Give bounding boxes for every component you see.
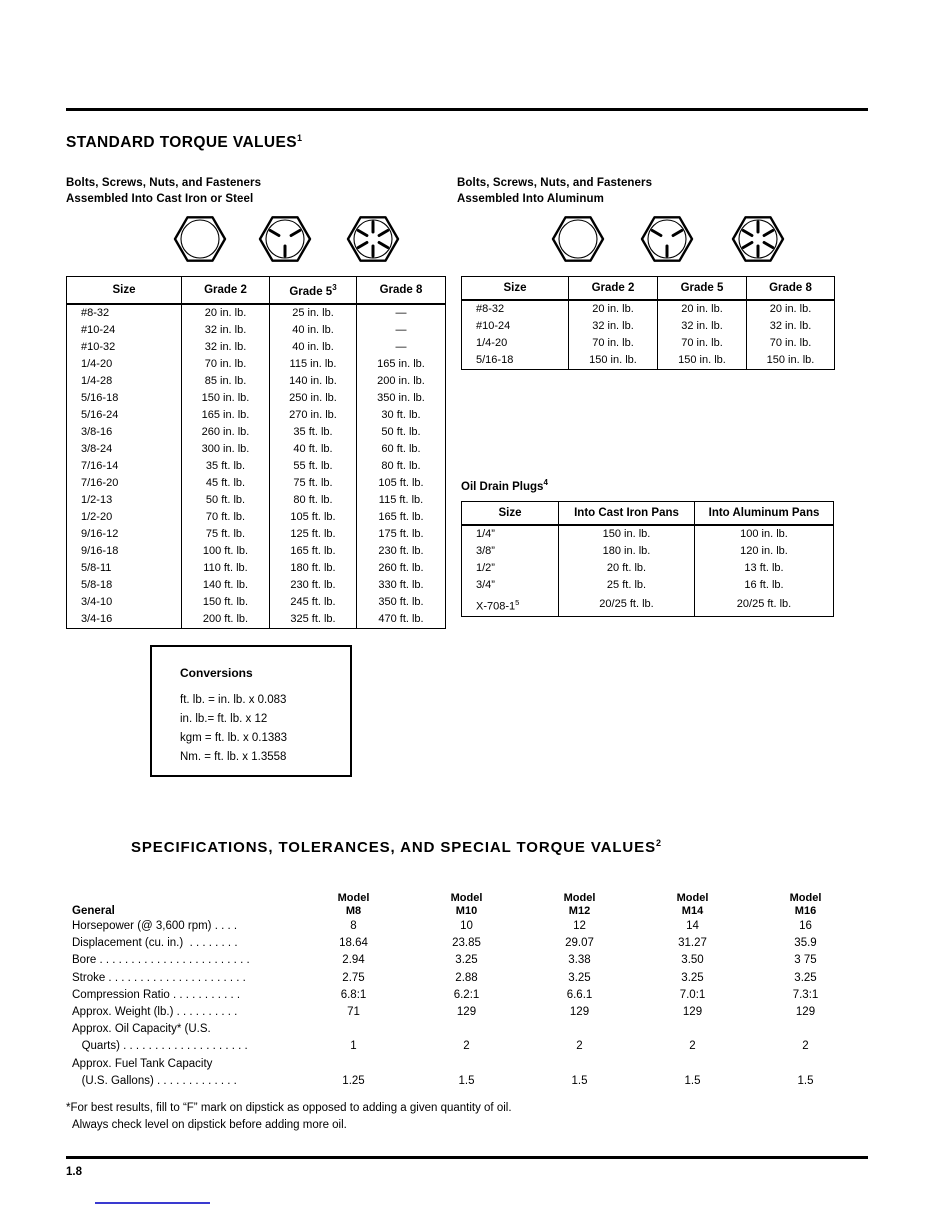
specs-cell-value: 6.8:1 [340, 988, 367, 1001]
cell-value: — [357, 304, 446, 322]
specs-header-row [72, 880, 862, 918]
specs-model-name: M10 [455, 905, 478, 917]
page-title-text: STANDARD TORQUE VALUES [66, 134, 297, 152]
cell-size: 1/4-20 [67, 356, 182, 373]
specs-cell-value [297, 1056, 410, 1073]
conversions-list [180, 691, 287, 767]
specs-model-column-M10 [410, 880, 523, 918]
cell-value: 250 in. lb. [270, 390, 357, 407]
table-row [67, 441, 446, 458]
cell-value: 25 in. lb. [270, 304, 357, 322]
cast-iron-bolt-head-icons [170, 209, 420, 271]
table-row [67, 304, 446, 322]
specs-cell-value: 1.25 [342, 1074, 365, 1087]
specs-row [72, 970, 862, 987]
specs-row [72, 1056, 862, 1073]
cell-size: 5/16-18 [462, 352, 569, 370]
cell-value: 55 ft. lb. [270, 458, 357, 475]
column-header-4: Grade 8 [357, 277, 446, 304]
conversion-line: in. lb.= ft. lb. x 12 [180, 713, 268, 725]
specs-row-label: Approx. Weight (lb.) . . . . . . . . . . [72, 1006, 238, 1019]
cell-value: 50 ft. lb. [182, 492, 270, 509]
specs-row [72, 1038, 862, 1055]
specs-cell-value: 3.38 [568, 954, 591, 967]
blue-underline-mark [95, 1202, 210, 1204]
table-row [462, 352, 835, 370]
specs-cell-value [636, 1056, 749, 1073]
table-row [462, 594, 834, 616]
cell-value: 32 in. lb. [182, 339, 270, 356]
cell-value: 20 ft. lb. [559, 560, 695, 577]
cell-value: — [357, 322, 446, 339]
specs-model-column-M12 [523, 880, 636, 918]
specs-model-name: M16 [794, 905, 817, 917]
table-row [67, 594, 446, 611]
specs-model-column-M8 [297, 880, 410, 918]
specs-cell-value: 35.9 [794, 937, 817, 950]
cell-size: #8-32 [67, 304, 182, 322]
cell-size: 1/4” [462, 525, 559, 543]
specs-cell-value: 3.50 [681, 954, 704, 967]
cell-size: 1/2-20 [67, 509, 182, 526]
cell-value: 32 in. lb. [747, 318, 835, 335]
cell-value: 245 ft. lb. [270, 594, 357, 611]
cell-value: 60 ft. lb. [357, 441, 446, 458]
cell-value: 150 in. lb. [569, 352, 658, 370]
specs-cell-value [523, 1056, 636, 1073]
cell-value: 45 ft. lb. [182, 475, 270, 492]
aluminum-bolt-head-icons [548, 209, 804, 271]
cell-value: 150 ft. lb. [182, 594, 270, 611]
cell-value: 105 ft. lb. [357, 475, 446, 492]
cell-value: 20/25 ft. lb. [695, 594, 834, 616]
specs-cell-value: 1 [350, 1040, 357, 1053]
page-title-footnote-marker: 1 [296, 133, 303, 143]
cell-value: 260 in. lb. [182, 424, 270, 441]
specs-cell-value: 129 [456, 1006, 477, 1019]
cell-size: 3/4-10 [67, 594, 182, 611]
conversion-line: ft. lb. = in. lb. x 0.083 [180, 694, 287, 706]
specifications-footnote [66, 1100, 512, 1134]
cell-value: 20/25 ft. lb. [559, 594, 695, 616]
cell-size: 9/16-18 [67, 543, 182, 560]
cell-value: 75 ft. lb. [270, 475, 357, 492]
specs-cell-value [297, 1021, 410, 1038]
cell-value: 32 in. lb. [569, 318, 658, 335]
cast-iron-torque-table [66, 276, 446, 629]
specs-row-label: Displacement (cu. in.) . . . . . . . . [72, 937, 238, 950]
cell-value: 70 ft. lb. [182, 509, 270, 526]
column-header-1: Size [67, 277, 182, 304]
bolt-head-grade-5-icon [637, 209, 697, 269]
cell-value: 120 in. lb. [695, 543, 834, 560]
specs-model-name: M14 [681, 905, 704, 917]
specs-model-name: M8 [345, 905, 362, 917]
specs-model-word: Model [563, 892, 596, 904]
specs-row-label: (U.S. Gallons) . . . . . . . . . . . . . [72, 1074, 237, 1087]
specs-cell-value [636, 1021, 749, 1038]
cell-value: 32 in. lb. [182, 322, 270, 339]
cell-value: 80 ft. lb. [357, 458, 446, 475]
column-header-3: Grade 5 [658, 277, 747, 301]
cell-value: 70 in. lb. [569, 335, 658, 352]
cell-value: 230 ft. lb. [357, 543, 446, 560]
cell-footnote-marker: 5 [515, 598, 520, 607]
table-row [462, 560, 834, 577]
cell-value: 16 ft. lb. [695, 577, 834, 594]
specifications-heading-footnote-marker: 2 [655, 838, 662, 848]
cell-size: 1/4-28 [67, 373, 182, 390]
cell-value: 40 in. lb. [270, 339, 357, 356]
specs-cell-value: 129 [569, 1006, 590, 1019]
cast-iron-group-title [66, 175, 261, 207]
cell-value: 470 ft. lb. [357, 611, 446, 629]
table-row [67, 611, 446, 629]
cell-value: 35 ft. lb. [270, 424, 357, 441]
specs-row-label: Stroke . . . . . . . . . . . . . . . . . . . . . . [72, 971, 246, 984]
table-header-row [67, 277, 446, 304]
specs-cell-value [523, 1021, 636, 1038]
table-row [67, 492, 446, 509]
cell-size: 3/4” [462, 577, 559, 594]
cell-value: 330 ft. lb. [357, 577, 446, 594]
cell-value: 150 in. lb. [182, 390, 270, 407]
specs-row [72, 952, 862, 969]
column-header-1: Size [462, 502, 559, 526]
cell-value: 150 in. lb. [559, 525, 695, 543]
cell-value: 40 ft. lb. [270, 441, 357, 458]
cell-value: 100 in. lb. [695, 525, 834, 543]
cell-size: 5/8-11 [67, 560, 182, 577]
footnote-line-2: Always check level on dipstick before adding more oil. [72, 1119, 347, 1131]
cell-size: $X-708-1^5$ [462, 594, 559, 616]
aluminum-torque-table [461, 276, 835, 370]
specs-cell-value: 1.5 [458, 1074, 475, 1087]
specs-cell-value: 7.0:1 [679, 988, 706, 1001]
specs-cell-value: 2 [463, 1040, 470, 1053]
cell-value: 350 in. lb. [357, 390, 446, 407]
page-title [66, 133, 302, 152]
cell-value: 70 in. lb. [182, 356, 270, 373]
specs-cell-value: 2 [689, 1040, 696, 1053]
specs-model-word: Model [789, 892, 822, 904]
cell-value: 300 in. lb. [182, 441, 270, 458]
specs-row-header-label: General [72, 905, 115, 917]
table-row [462, 318, 835, 335]
column-header-3: Into Aluminum Pans [695, 502, 834, 526]
cell-value: 175 ft. lb. [357, 526, 446, 543]
conversions-title: Conversions [180, 666, 253, 680]
cell-value: 325 ft. lb. [270, 611, 357, 629]
specs-cell-value: 2.75 [342, 971, 365, 984]
cell-value: 35 ft. lb. [182, 458, 270, 475]
table-row [67, 390, 446, 407]
specs-cell-value: 23.85 [452, 937, 481, 950]
column-header-2: Grade 2 [182, 277, 270, 304]
cell-value: 100 ft. lb. [182, 543, 270, 560]
table-row [67, 543, 446, 560]
table-row [67, 560, 446, 577]
cell-value: 20 in. lb. [658, 300, 747, 318]
column-header-3: Grade $5^3$ [270, 277, 357, 304]
cell-size: 5/16-18 [67, 390, 182, 407]
cell-size: 7/16-14 [67, 458, 182, 475]
cell-size: 3/4-16 [67, 611, 182, 629]
cell-value: 20 in. lb. [569, 300, 658, 318]
specs-row-label: Bore . . . . . . . . . . . . . . . . . . . . . . . . [72, 954, 250, 967]
cell-value: 350 ft. lb. [357, 594, 446, 611]
table-row [67, 407, 446, 424]
cell-size: 1/2” [462, 560, 559, 577]
cell-value: 80 ft. lb. [270, 492, 357, 509]
specs-cell-value: 1.5 [571, 1074, 588, 1087]
cell-value: 70 in. lb. [747, 335, 835, 352]
specs-cell-value: 3.25 [681, 971, 704, 984]
bolt-head-grade-2-icon [170, 209, 230, 269]
cell-value: 200 ft. lb. [182, 611, 270, 629]
specs-cell-value: 3 75 [794, 954, 817, 967]
cell-value: 150 in. lb. [658, 352, 747, 370]
bolt-head-grade-8-icon [343, 209, 403, 269]
specs-model-word: Model [450, 892, 483, 904]
cell-size: #10-24 [462, 318, 569, 335]
oil-drain-plugs-table [461, 501, 834, 617]
column-header-4: Grade 8 [747, 277, 835, 301]
specifications-heading [131, 838, 662, 856]
specs-cell-value: 10 [460, 920, 473, 932]
page-number: 1.8 [66, 1166, 82, 1178]
specs-cell-value: 1.5 [797, 1074, 814, 1087]
table-row [67, 509, 446, 526]
specs-cell-value: 3.25 [794, 971, 817, 984]
bolt-head-grade-5-icon [255, 209, 315, 269]
cell-value: 180 ft. lb. [270, 560, 357, 577]
specs-cell-value: 129 [795, 1006, 816, 1019]
table-header-row [462, 502, 834, 526]
specs-row [72, 1073, 862, 1090]
cell-value: 25 ft. lb. [559, 577, 695, 594]
cell-value: 75 ft. lb. [182, 526, 270, 543]
cell-size: 3/8-24 [67, 441, 182, 458]
table-row [462, 300, 835, 318]
cell-size: 3/8-16 [67, 424, 182, 441]
table-row [67, 356, 446, 373]
cast-iron-group-title-line2: Assembled Into Cast Iron or Steel [66, 193, 254, 205]
specs-cell-value: 16 [799, 920, 812, 932]
cell-value: 200 in. lb. [357, 373, 446, 390]
table-row [67, 424, 446, 441]
table-row [67, 458, 446, 475]
table-row [462, 525, 834, 543]
specs-cell-value: 71 [347, 1006, 360, 1019]
specs-cell-value [749, 1021, 862, 1038]
oil-drain-plugs-footnote-marker: 4 [543, 478, 548, 487]
cell-value: 20 in. lb. [182, 304, 270, 322]
cell-value: 105 ft. lb. [270, 509, 357, 526]
cell-size: 1/4-20 [462, 335, 569, 352]
cell-size: 5/8-18 [67, 577, 182, 594]
specs-cell-value: 1.5 [684, 1074, 701, 1087]
oil-drain-plugs-title [461, 478, 548, 493]
specs-row [72, 1004, 862, 1021]
specs-model-word: Model [337, 892, 370, 904]
specs-model-column-M14 [636, 880, 749, 918]
specs-cell-value [410, 1021, 523, 1038]
specs-row-label: Horsepower (@ 3,600 rpm) . . . . [72, 920, 238, 932]
cell-value: 270 in. lb. [270, 407, 357, 424]
cell-value: 165 ft. lb. [357, 509, 446, 526]
specifications-heading-text: SPECIFICATIONS, TOLERANCES, AND SPECIAL TORQUE VALUES [131, 839, 656, 856]
cell-value: — [357, 339, 446, 356]
aluminum-group-title-line1: Bolts, Screws, Nuts, and Fasteners [457, 177, 653, 189]
specs-model-column-M16 [749, 880, 862, 918]
specs-row-label: Quarts) . . . . . . . . . . . . . . . . . . . . [72, 1040, 248, 1053]
conversions-box [150, 645, 352, 777]
specs-cell-value: 2.94 [342, 954, 365, 967]
header-rule [66, 108, 868, 111]
specs-row [72, 987, 862, 1004]
specs-cell-value: 31.27 [678, 937, 707, 950]
cell-value: 85 in. lb. [182, 373, 270, 390]
specs-cell-value: 2 [802, 1040, 809, 1053]
specs-row [72, 1021, 862, 1038]
cell-value: 30 ft. lb. [357, 407, 446, 424]
specs-cell-value: 6.6.1 [566, 988, 593, 1001]
specs-row-label: Approx. Oil Capacity* (U.S. [72, 1023, 211, 1036]
cell-value: 110 ft. lb. [182, 560, 270, 577]
cell-size: #8-32 [462, 300, 569, 318]
table-header-row [462, 277, 835, 301]
specs-cell-value [410, 1056, 523, 1073]
table-row [462, 543, 834, 560]
specs-model-name: M12 [568, 905, 591, 917]
aluminum-group-title-line2: Assembled Into Aluminum [457, 193, 604, 205]
table-row [67, 339, 446, 356]
cell-value: 20 in. lb. [747, 300, 835, 318]
table-row [67, 322, 446, 339]
specs-cell-value: 18.64 [339, 937, 368, 950]
column-header-2: Into Cast Iron Pans [559, 502, 695, 526]
footer-rule [66, 1156, 868, 1159]
specs-cell-value: 3.25 [568, 971, 591, 984]
table-row [462, 335, 835, 352]
cell-value: 13 ft. lb. [695, 560, 834, 577]
cell-size: 3/8” [462, 543, 559, 560]
table-row [67, 526, 446, 543]
cell-size: #10-32 [67, 339, 182, 356]
column-header-1: Size [462, 277, 569, 301]
cell-value: 230 ft. lb. [270, 577, 357, 594]
specs-cell-value: 8 [350, 920, 357, 932]
oil-drain-plugs-title-text: Oil Drain Plugs [461, 480, 544, 493]
specs-row-label: Compression Ratio . . . . . . . . . . . [72, 988, 241, 1001]
cell-value: 70 in. lb. [658, 335, 747, 352]
column-header-footnote-marker: 3 [332, 283, 337, 292]
specs-row [72, 935, 862, 952]
cast-iron-group-title-line1: Bolts, Screws, Nuts, and Fasteners [66, 177, 262, 189]
specs-cell-value: 7.3:1 [792, 988, 819, 1001]
cell-value: 40 in. lb. [270, 322, 357, 339]
cell-value: 50 ft. lb. [357, 424, 446, 441]
cell-size: #10-24 [67, 322, 182, 339]
bolt-head-grade-8-icon [728, 209, 788, 269]
specifications-table [72, 880, 862, 1090]
cell-value: 165 in. lb. [357, 356, 446, 373]
bolt-head-grade-2-icon [548, 209, 608, 269]
table-row [67, 475, 446, 492]
cell-value: 180 in. lb. [559, 543, 695, 560]
specs-cell-value [749, 1056, 862, 1073]
cell-value: 115 ft. lb. [357, 492, 446, 509]
cell-value: 140 in. lb. [270, 373, 357, 390]
aluminum-group-title [457, 175, 652, 207]
cell-value: 165 ft. lb. [270, 543, 357, 560]
specs-cell-value: 6.2:1 [453, 988, 480, 1001]
specs-cell-value: 12 [573, 920, 586, 932]
specs-row-label: Approx. Fuel Tank Capacity [72, 1057, 213, 1070]
specs-row [72, 918, 862, 935]
footnote-line-1: *For best results, fill to “F” mark on dipstick as opposed to adding a given quantity of oil. [66, 1102, 512, 1114]
cell-value: 125 ft. lb. [270, 526, 357, 543]
cell-value: 115 in. lb. [270, 356, 357, 373]
cell-size: 7/16-20 [67, 475, 182, 492]
column-header-2: Grade 2 [569, 277, 658, 301]
table-row [67, 577, 446, 594]
specs-cell-value: 3.25 [455, 954, 478, 967]
table-row [462, 577, 834, 594]
specs-cell-value: 29.07 [565, 937, 594, 950]
cell-size: 9/16-12 [67, 526, 182, 543]
cell-size: 1/2-13 [67, 492, 182, 509]
conversion-line: kgm = ft. lb. x 0.1383 [180, 732, 288, 744]
specs-model-word: Model [676, 892, 709, 904]
conversion-line: Nm. = ft. lb. x 1.3558 [180, 751, 287, 763]
specs-cell-value: 2 [576, 1040, 583, 1053]
specs-cell-value: 14 [686, 920, 699, 932]
cell-value: 150 in. lb. [747, 352, 835, 370]
cell-size: 5/16-24 [67, 407, 182, 424]
cell-value: 165 in. lb. [182, 407, 270, 424]
cell-value: 32 in. lb. [658, 318, 747, 335]
specs-cell-value: 2.88 [455, 971, 478, 984]
cell-value: 140 ft. lb. [182, 577, 270, 594]
specs-cell-value: 129 [682, 1006, 703, 1019]
table-row [67, 373, 446, 390]
cell-value: 260 ft. lb. [357, 560, 446, 577]
